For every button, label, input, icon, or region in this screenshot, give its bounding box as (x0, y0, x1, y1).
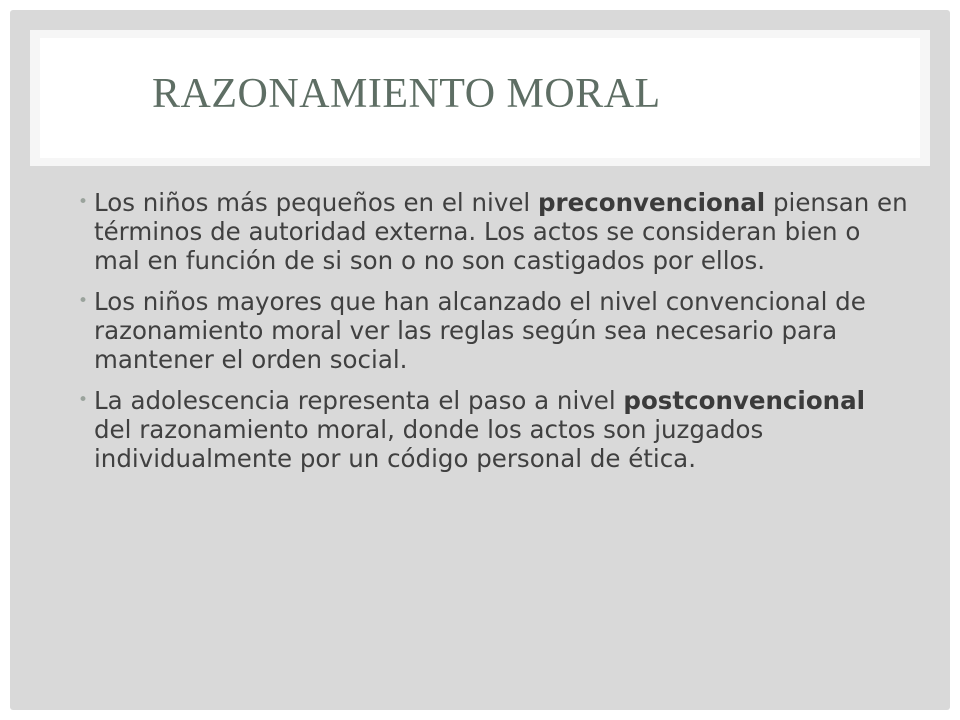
slide-title: RAZONAMIENTO MORAL (152, 71, 661, 117)
bullet-list (78, 188, 908, 485)
bullet-icon: • (78, 390, 89, 410)
bullet-text (94, 287, 866, 374)
bullet-text-before: Los niños mayores que han alcanzado el nivel convencional de razonamiento moral ver las reglas según sea necesario para mantener el orden social. (94, 287, 866, 374)
bullet-item-postconventional (78, 386, 908, 473)
bullet-item-preconventional (78, 188, 908, 275)
bullet-text (94, 386, 865, 473)
bullet-icon: • (78, 291, 89, 311)
bullet-text-before: La adolescencia representa el paso a nivel (94, 386, 624, 415)
bullet-text-after: del razonamiento moral, donde los actos son juzgados individualmente por un código personal de ética. (94, 415, 764, 473)
bullet-icon: • (78, 192, 89, 212)
bullet-text-after: piensan en términos de autoridad externa. Los actos se consideran bien o mal en función de si son o no son castigados por ellos. (94, 188, 908, 275)
bullet-text-before: Los niños más pequeños en el nivel (94, 188, 539, 217)
bullet-text-bold: preconvencional (538, 188, 766, 217)
bullet-item-conventional (78, 287, 908, 374)
bullet-text-bold: postconvencional (623, 386, 866, 415)
bullet-text (94, 188, 908, 275)
